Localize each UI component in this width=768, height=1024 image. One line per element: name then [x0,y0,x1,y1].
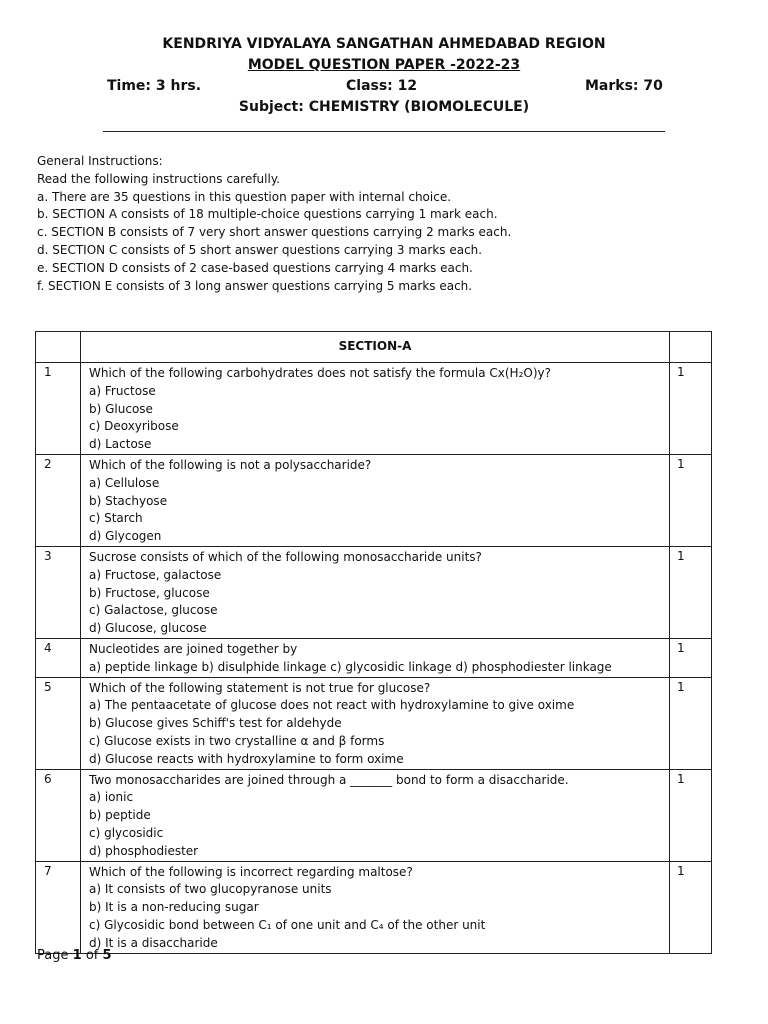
question-mark: 1 [670,454,712,546]
question-row [36,363,712,455]
option-text: a) Cellulose [89,475,160,490]
subject-title: Subject: CHEMISTRY (BIOMOLECULE) [238,99,530,115]
option-text: c) Glucose exists in two crystalline α and β forms [89,733,385,748]
question-content [81,769,670,861]
option-text: a) The pentaacetate of glucose does not react with hydroxylamine to give oxime [89,698,575,713]
question-mark: 1 [670,546,712,638]
option-text: d) phosphodiester [89,843,199,858]
question-text: Which of the following carbohydrates does not satisfy the formula Cx(H₂O)y? [89,366,551,380]
question-text: Which of the following statement is not true for glucose? [89,680,431,695]
question-table [35,331,712,954]
page-total: 5 [102,948,112,963]
question-content [81,546,670,638]
question-mark: 1 [670,677,712,769]
question-row [36,454,712,546]
question-text: Two monosaccharides are joined through a _______ bond to form a disaccharide. [89,772,569,787]
question-text: Which of the following is incorrect regarding maltose? [89,864,413,879]
instruction-line: a. There are 35 questions in this question paper with internal choice. [37,189,452,204]
option-text: d) Glucose, glucose [89,621,207,636]
question-mark: 1 [670,363,712,455]
question-number: 3 [36,546,81,638]
question-mark: 1 [670,769,712,861]
question-text: Sucrose consists of which of the following monosaccharide units? [89,549,482,564]
question-row [36,638,712,677]
instruction-line: f. SECTION E consists of 3 long answer questions carrying 5 marks each. [37,278,473,293]
instructions-title: General Instructions: [37,154,163,168]
question-number: 5 [36,677,81,769]
option-text: a) It consists of two glucopyranose units [89,882,332,897]
option-text: b) Fructose, glucose [89,585,210,600]
instruction-line: Read the following instructions carefully. [37,171,281,186]
page-number: 1 [72,948,82,963]
question-content [81,677,670,769]
instruction-line: e. SECTION D consists of 2 case-based questions carrying 4 marks each. [37,260,473,275]
question-mark: 1 [670,638,712,677]
question-content [81,363,670,455]
page-footer [37,948,112,963]
option-text: c) Deoxyribose [89,419,179,434]
marks-label: Marks: 70 [585,78,663,94]
section-header-row [36,332,712,363]
question-text: Nucleotides are joined together by [89,641,298,656]
general-instructions [37,153,511,295]
question-row [36,546,712,638]
question-row [36,861,712,953]
option-text: a) peptide linkage b) disulphide linkage c) glycosidic linkage d) phosphodiester linkage [89,659,612,674]
question-text: Which of the following is not a polysaccharide? [89,457,372,472]
option-text: a) ionic [89,790,134,805]
page-label: Page [37,948,69,963]
org-title: KENDRIYA VIDYALAYA SANGATHAN AHMEDABAD REGION [162,36,606,52]
option-text: c) glycosidic [89,825,164,840]
option-text: b) Glucose [89,401,153,416]
option-text: b) It is a non-reducing sugar [89,900,259,915]
instruction-line: b. SECTION A consists of 18 multiple-choice questions carrying 1 mark each. [37,207,498,222]
header-divider [103,131,665,132]
question-number: 4 [36,638,81,677]
question-content [81,454,670,546]
question-row [36,769,712,861]
instruction-line: c. SECTION B consists of 7 very short answer questions carrying 2 marks each. [37,225,512,240]
option-text: d) It is a disaccharide [89,935,218,950]
option-text: b) peptide [89,808,151,823]
question-content [81,638,670,677]
section-title: SECTION-A [81,332,670,363]
question-content [81,861,670,953]
class-label: Class: 12 [346,78,418,94]
paper-header [0,34,768,118]
paper-title: MODEL QUESTION PAPER -2022-23 [247,57,521,73]
question-mark: 1 [670,861,712,953]
option-text: c) Starch [89,511,143,526]
question-number: 6 [36,769,81,861]
question-number: 7 [36,861,81,953]
meta-row [0,76,768,97]
question-number: 2 [36,454,81,546]
option-text: c) Galactose, glucose [89,603,218,618]
option-text: d) Lactose [89,437,152,452]
time-label: Time: 3 hrs. [107,78,202,94]
option-text: c) Glycosidic bond between C₁ of one unit and C₄ of the other unit [89,917,486,932]
option-text: b) Glucose gives Schiff's test for aldehyde [89,716,342,731]
instruction-line: d. SECTION C consists of 5 short answer questions carrying 3 marks each. [37,242,483,257]
option-text: a) Fructose [89,383,156,398]
question-row [36,677,712,769]
of-label: of [85,948,99,963]
option-text: d) Glycogen [89,529,162,544]
option-text: a) Fructose, galactose [89,567,222,582]
option-text: b) Stachyose [89,493,168,508]
question-number: 1 [36,363,81,455]
option-text: d) Glucose reacts with hydroxylamine to form oxime [89,751,404,766]
